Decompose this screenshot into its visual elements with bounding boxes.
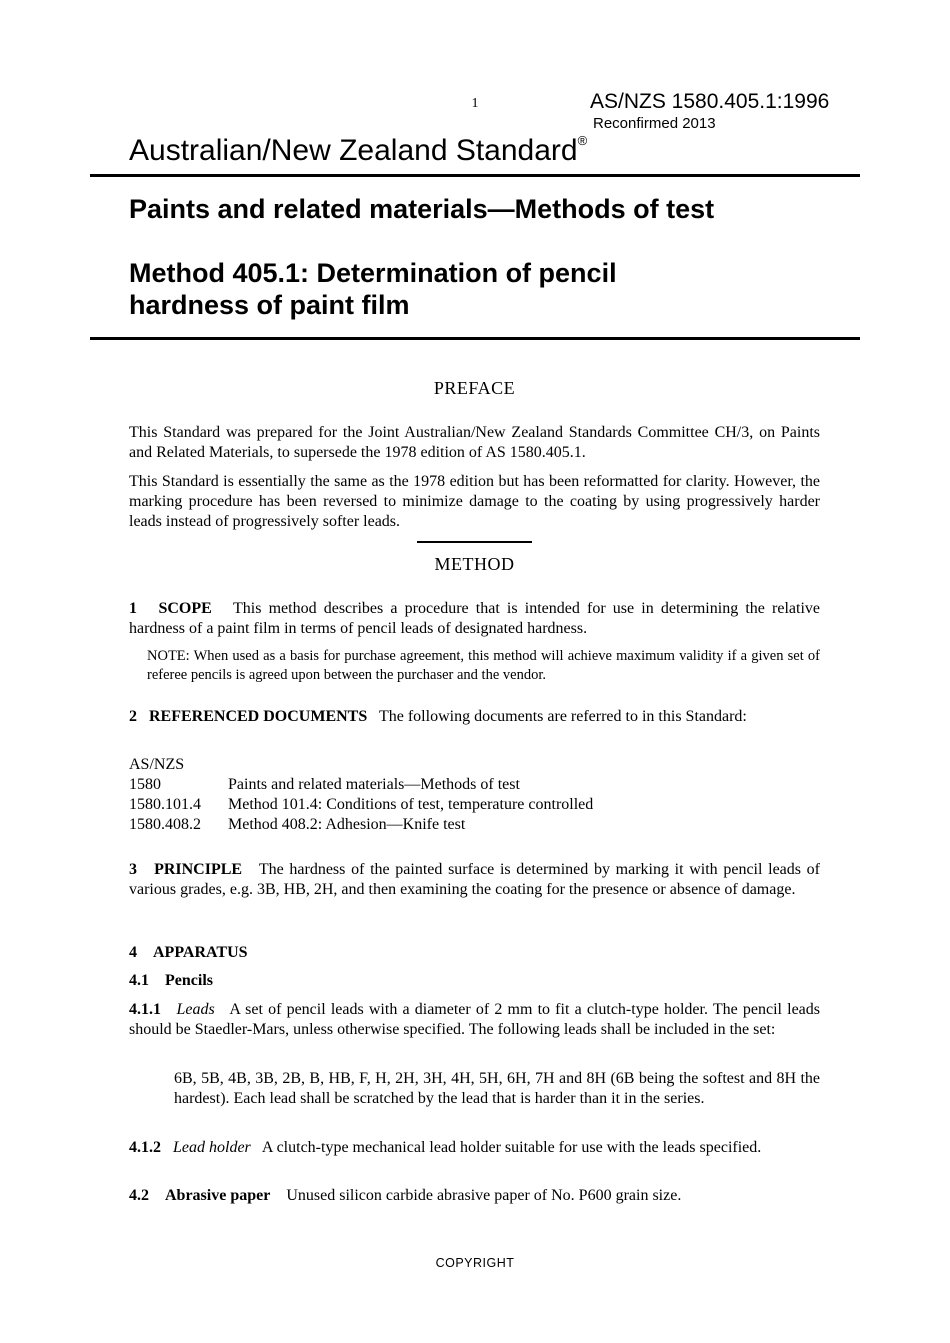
scope-section: [129, 599, 820, 639]
preface-heading-block: [129, 378, 820, 398]
principle-number: 3: [129, 861, 137, 878]
principle-text: The hardness of the painted surface is determined by marking it with pencil leads of various grades, e.g. 3B, HB, 2H, and then examining the coating for the presence or absence of damage.: [129, 861, 821, 898]
apparatus-heading: APPARATUS: [153, 944, 248, 961]
refdoc-row: [129, 795, 820, 815]
method-title: [129, 257, 617, 321]
refdocs-list: [129, 755, 820, 835]
principle-heading: PRINCIPLE: [154, 861, 243, 878]
refdoc-row: [129, 815, 820, 835]
abrasive-text: Unused silicon carbide abrasive paper of No. P600 grain size.: [286, 1187, 682, 1204]
principle-section: [129, 860, 820, 900]
standard-number: AS/NZS 1580.405.1:1996: [590, 90, 830, 113]
standard-line-text: Australian/New Zealand Standard: [129, 134, 578, 167]
abrasive-paragraph: [129, 1186, 820, 1206]
abrasive-number: 4.2: [129, 1187, 149, 1204]
registered-mark: ®: [577, 133, 588, 148]
bottom-rule: [90, 337, 860, 340]
leads-number: 4.1.1: [129, 1001, 161, 1018]
method-title-line-2: hardness of paint film: [129, 290, 410, 320]
scope-paragraph: [129, 599, 820, 639]
scope-number: 1: [129, 600, 137, 617]
refdoc-title: Paints and related materials—Methods of test: [228, 776, 520, 793]
preface-paragraph-1: This Standard was prepared for the Joint Australian/New Zealand Standards Committee CH/3, on Paints and Related Materials, to supersede the 1978 edition of AS 1580.405.1.: [129, 424, 820, 461]
apparatus-section: [129, 943, 820, 963]
preface-heading: PREFACE: [433, 378, 516, 398]
leads-list: 6B, 5B, 4B, 3B, 2B, B, HB, F, H, 2H, 3H, 4H, 5H, 6H, 7H and 8H (6B being the softest and 8H the hardest). Each lead shall be scratched by the lead that is harder than it in the series.: [174, 1070, 820, 1107]
principle-paragraph: [129, 860, 820, 900]
leads-text: A set of pencil leads with a diameter of 2 mm to fit a clutch-type holder. The pencil leads should be Staedler-Mars, unless otherwise specified. The following leads shall be included in the set:: [129, 1001, 820, 1038]
refdocs-paragraph: [129, 707, 820, 727]
method-heading: METHOD: [434, 554, 515, 574]
refdoc-code: 1580: [129, 776, 161, 793]
holder-section: [129, 1138, 820, 1158]
scope-note: NOTE: When used as a basis for purchase agreement, this method will achieve maximum validity if a given set of referee pencils is agreed upon between the purchaser and the vendor.: [147, 648, 820, 683]
refdocs-heading: REFERENCED DOCUMENTS: [149, 708, 368, 725]
holder-text: A clutch-type mechanical lead holder suitable for use with the leads specified.: [261, 1139, 762, 1156]
apparatus-heading-line: [129, 943, 820, 963]
standard-line: [129, 134, 587, 168]
holder-paragraph: [129, 1138, 820, 1158]
abrasive-heading: Abrasive paper: [165, 1187, 271, 1204]
section-divider: [417, 541, 532, 543]
refdocs-text: The following documents are referred to in this Standard:: [378, 708, 747, 725]
document-title: Paints and related materials—Methods of test: [129, 194, 715, 224]
holder-heading: Lead holder: [173, 1139, 251, 1156]
refdocs-section: [129, 707, 820, 727]
refdoc-title: Method 408.2: Adhesion—Knife test: [228, 816, 466, 833]
scope-heading: SCOPE: [158, 600, 212, 617]
preface-para-1-block: [129, 423, 820, 463]
refdoc-title: Method 101.4: Conditions of test, temperature controlled: [228, 796, 594, 813]
scope-text: This method describes a procedure that is intended for use in determining the relative hardness of a paint film in terms of pencil leads of designated hardness.: [129, 600, 821, 637]
pencils-heading-line: [129, 971, 820, 991]
pencils-heading: Pencils: [165, 972, 213, 989]
pencils-section: [129, 971, 820, 991]
method-heading-block: [129, 554, 820, 574]
note-block: [129, 647, 820, 685]
preface-paragraph-2: This Standard is essentially the same as the 1978 edition but has been reformatted for clarity. However, the marking procedure has been reversed to minimize damage to the coating by using progressively harder leads instead of progressively softer leads.: [129, 473, 820, 530]
holder-number: 4.1.2: [129, 1139, 161, 1156]
leads-section: [129, 1000, 820, 1040]
refdoc-row: [129, 775, 820, 795]
pencils-number: 4.1: [129, 972, 149, 989]
leads-paragraph: [129, 1000, 820, 1040]
preface-para-2-block: [129, 472, 820, 532]
refdoc-code: 1580.408.2: [129, 816, 201, 833]
reconfirmed-date: Reconfirmed 2013: [593, 115, 716, 132]
leads-list-block: [129, 1069, 820, 1109]
copyright-footer: COPYRIGHT: [435, 1256, 515, 1270]
leads-heading: Leads: [176, 1001, 215, 1018]
refdocs-group: AS/NZS: [129, 756, 185, 773]
top-rule: [90, 174, 860, 177]
apparatus-number: 4: [129, 944, 137, 961]
refdocs-number: 2: [129, 708, 137, 725]
abrasive-section: [129, 1186, 820, 1206]
refdoc-code: 1580.101.4: [129, 796, 201, 813]
method-title-line-1: Method 405.1: Determination of pencil: [129, 258, 617, 288]
page-number: 1: [471, 96, 479, 111]
